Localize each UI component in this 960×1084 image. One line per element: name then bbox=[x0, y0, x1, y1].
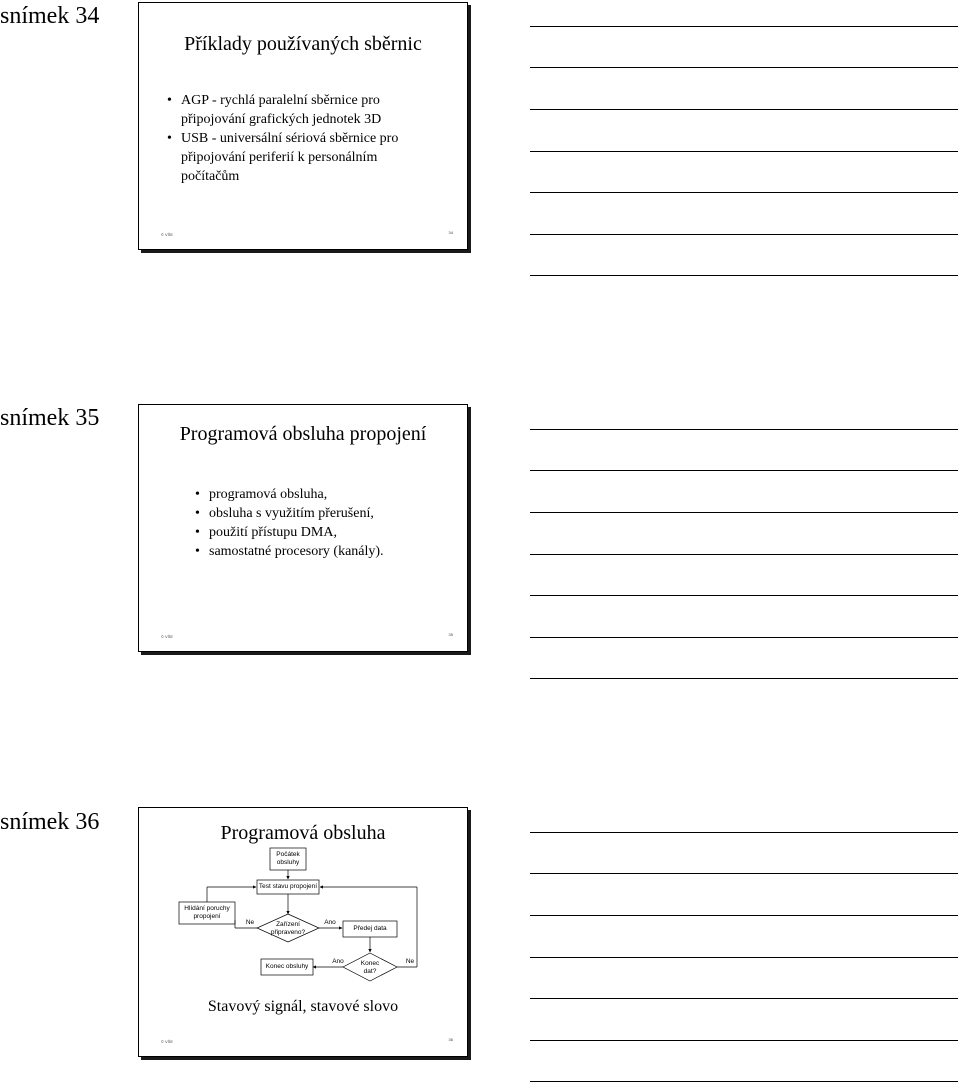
slide-35 bbox=[138, 404, 468, 652]
notes-line bbox=[530, 192, 958, 193]
slide-number: 35 bbox=[448, 632, 453, 637]
notes-line bbox=[530, 67, 958, 68]
notes-line bbox=[530, 915, 958, 916]
flow-ready-label: Zařízení připraveno? bbox=[270, 921, 306, 936]
slide-label-34: snímek 34 bbox=[0, 3, 100, 29]
bullet-item: • AGP - rychlá paralelní sběrnice pro připojování grafických jednotek 3D bbox=[167, 91, 427, 129]
flow-yes-label-2: Ano bbox=[332, 958, 344, 965]
notes-line bbox=[530, 151, 958, 152]
notes-line bbox=[530, 512, 958, 513]
notes-line bbox=[530, 554, 958, 555]
notes-line bbox=[530, 26, 958, 27]
notes-line bbox=[530, 637, 958, 638]
notes-line bbox=[530, 429, 958, 430]
slide-label-36: snímek 36 bbox=[0, 809, 100, 835]
bullet-item: • obsluha s využitím přerušení, bbox=[195, 504, 455, 523]
flow-transfer-label: Předej data bbox=[353, 925, 387, 932]
flow-no-label: Ne bbox=[245, 919, 255, 926]
slide-footer-left: © VŠE bbox=[161, 1039, 174, 1044]
slide-title: Programová obsluha propojení bbox=[179, 423, 427, 445]
notes-line bbox=[530, 470, 958, 471]
bullet-item: • použití přístupu DMA, bbox=[195, 523, 455, 542]
slide-caption: Stavový signál, stavové slovo bbox=[207, 998, 399, 1015]
notes-line bbox=[530, 234, 958, 235]
notes-line bbox=[530, 873, 958, 874]
slide-number: 36 bbox=[448, 1037, 453, 1042]
notes-line bbox=[530, 998, 958, 999]
notes-line bbox=[530, 957, 958, 958]
notes-line bbox=[530, 109, 958, 110]
bullet-list bbox=[195, 485, 455, 561]
notes-line bbox=[530, 1040, 958, 1041]
slide-title: Programová obsluha bbox=[220, 822, 386, 844]
slide-footer-left: © VŠE bbox=[161, 232, 174, 237]
notes-line bbox=[530, 595, 958, 596]
flow-yes-label: Ano bbox=[324, 919, 336, 926]
flow-end-data-label: Konec dat? bbox=[360, 960, 380, 975]
bullet-item: • programová obsluha, bbox=[195, 485, 455, 504]
slide-label-35: snímek 35 bbox=[0, 405, 100, 431]
notes-line bbox=[530, 678, 958, 679]
flow-end-label: Konec obsluhy bbox=[265, 963, 309, 970]
notes-line bbox=[530, 1081, 958, 1082]
flow-fault-label: Hlídání poruchy propojení bbox=[184, 905, 230, 920]
slide-title: Příklady používaných sběrnic bbox=[184, 33, 422, 55]
flow-start-label: Počátek obsluhy bbox=[276, 851, 300, 866]
notes-line bbox=[530, 832, 958, 833]
notes-line bbox=[530, 275, 958, 276]
slide-footer-left: © VŠE bbox=[161, 634, 174, 639]
flow-no-label-2: Ne bbox=[405, 958, 415, 965]
slide-34 bbox=[138, 2, 468, 250]
bullet-item: • samostatné procesory (kanály). bbox=[195, 542, 455, 561]
bullet-list bbox=[167, 91, 427, 186]
flow-test-label: Test stavu propojení bbox=[258, 883, 318, 890]
slide-36 bbox=[138, 807, 468, 1057]
slide-number: 34 bbox=[448, 230, 453, 235]
bullet-item: • USB - universální sériová sběrnice pro připojování periferií k personálním počítačům bbox=[167, 129, 427, 186]
